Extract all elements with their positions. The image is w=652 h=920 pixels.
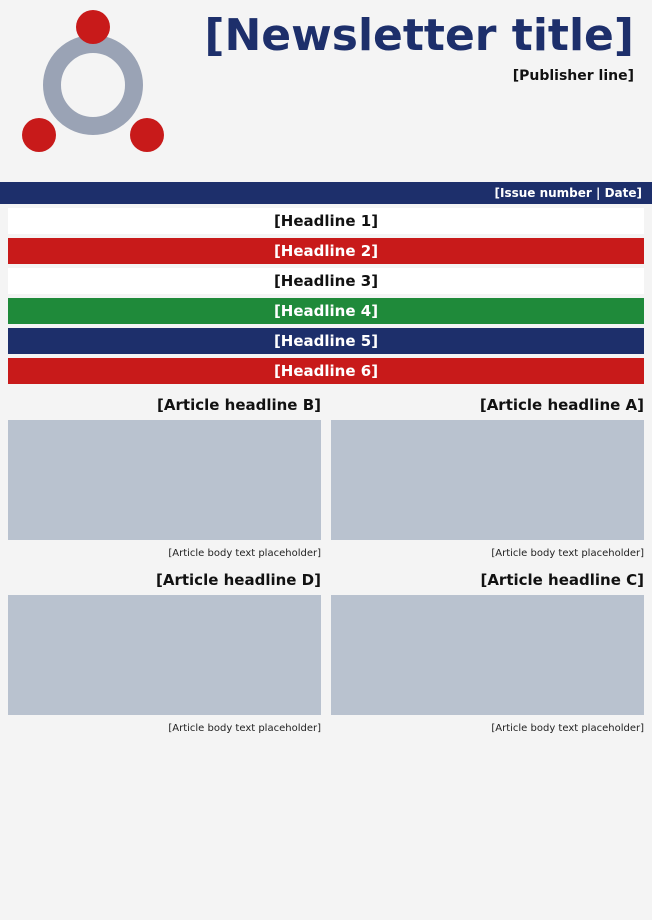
article (331, 571, 644, 736)
article-image (331, 595, 644, 715)
issue-bar: [Issue number | Date] (0, 182, 652, 204)
article (8, 396, 321, 561)
banner: [Headline 5] (8, 328, 644, 354)
newsletter-title: [Newsletter title] (204, 10, 634, 61)
banner: [Headline 2] (8, 238, 644, 264)
banner: [Headline 1] (8, 208, 644, 234)
article-grid (0, 388, 652, 744)
article-title: [Article headline A] (479, 396, 644, 414)
article-image (8, 420, 321, 540)
masthead (0, 0, 652, 182)
article (331, 396, 644, 561)
article-body: [Article body text placeholder] (491, 723, 644, 734)
article (8, 571, 321, 736)
article-body: [Article body text placeholder] (168, 548, 321, 559)
article-body: [Article body text placeholder] (168, 723, 321, 734)
article-title: [Article headline B] (157, 396, 321, 414)
banner: [Headline 6] (8, 358, 644, 384)
article-image (8, 595, 321, 715)
article-title: [Article headline D] (156, 571, 321, 589)
article-title: [Article headline C] (480, 571, 644, 589)
emblem-logo (18, 10, 168, 160)
article-image (331, 420, 644, 540)
headline-banners (0, 208, 652, 384)
publisher-line: [Publisher line] (512, 68, 634, 84)
banner: [Headline 4] (8, 298, 644, 324)
banner: [Headline 3] (8, 268, 644, 294)
article-body: [Article body text placeholder] (491, 548, 644, 559)
